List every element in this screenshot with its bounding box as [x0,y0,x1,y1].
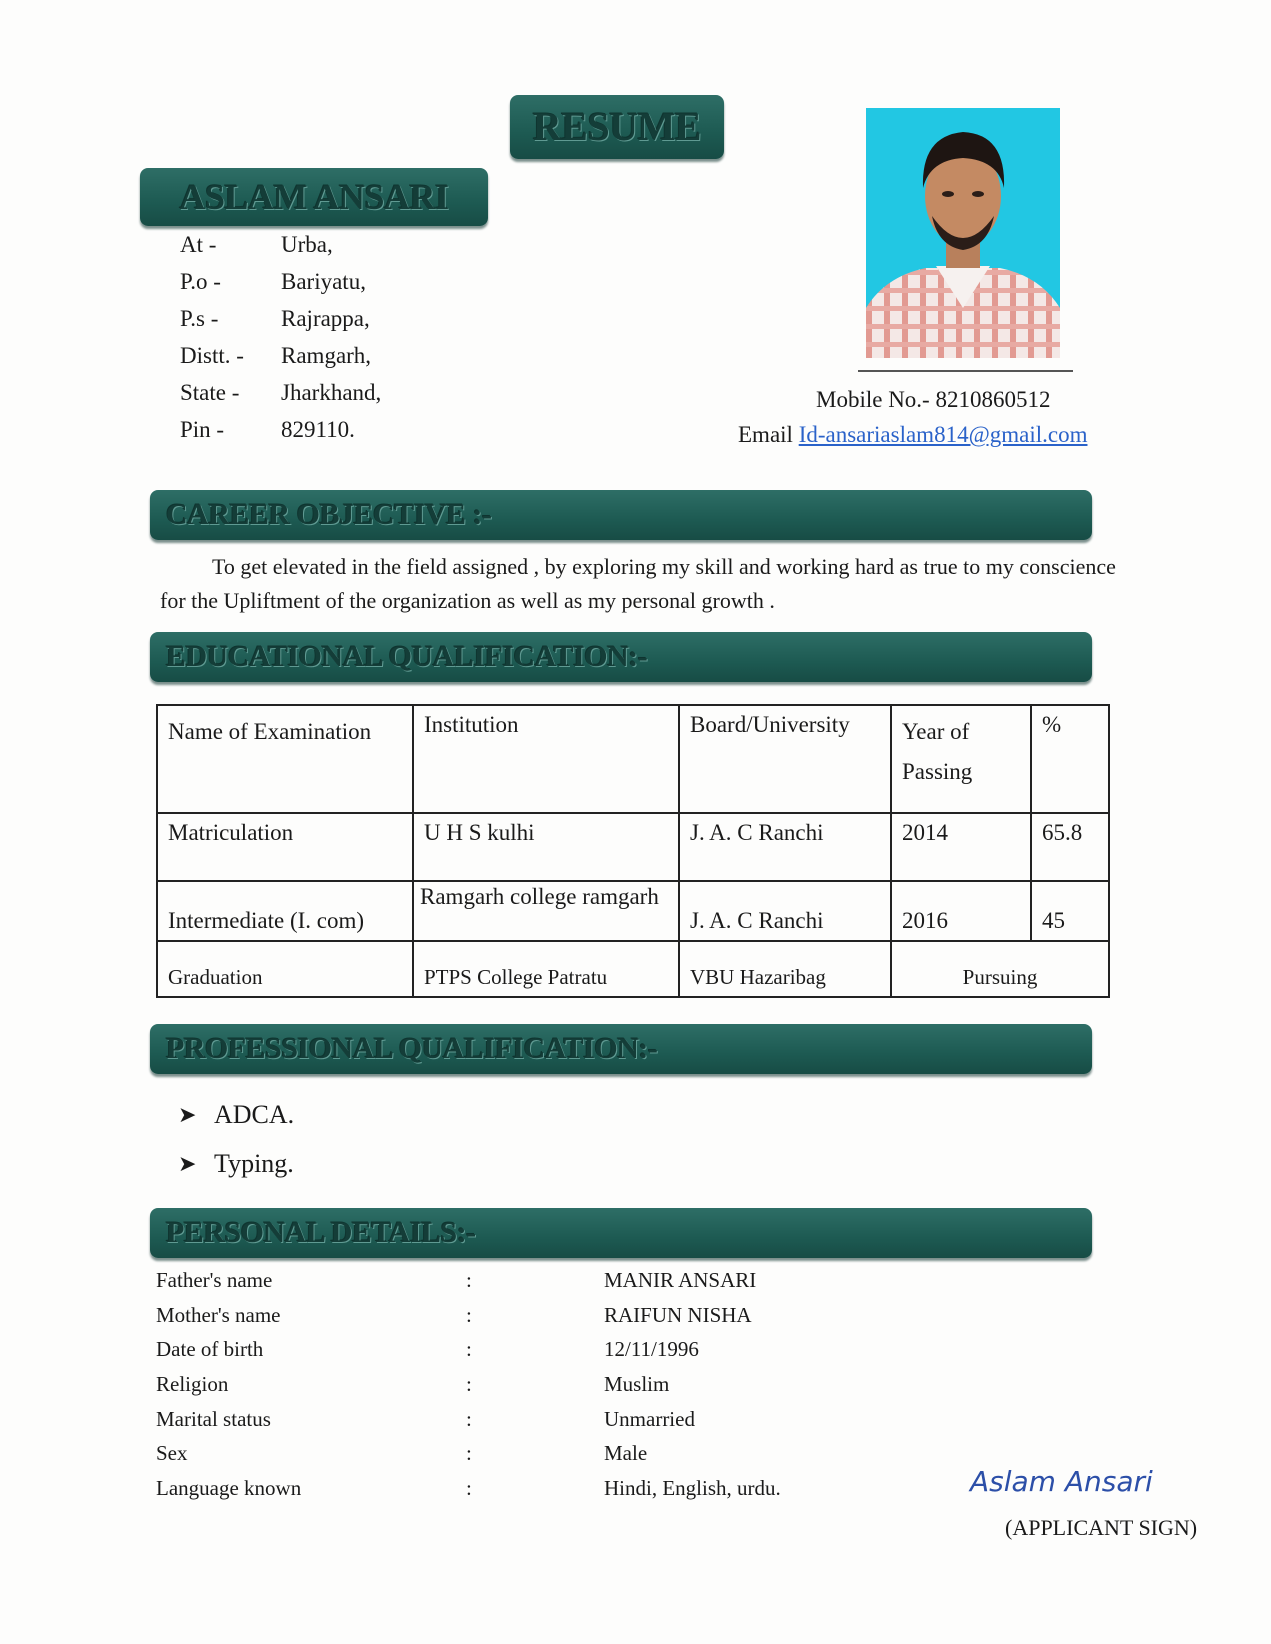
address-row [180,380,381,417]
career-objective-text: To get elevated in the field assigned , by exploring my skill and working hard as true to my conscience for the Upliftment of the organization as well as my personal growth . [160,554,1116,613]
list-item [178,1139,294,1188]
personal-details-list [156,1268,781,1511]
career-objective-banner: CAREER OBJECTIVE :- [150,490,1092,540]
person-portrait-icon [866,108,1060,358]
table-cell: 2014 [891,813,1031,881]
table-header-cell: % [1031,705,1109,813]
address-label: Distt. - [180,343,244,368]
personal-value: MANIR ANSARI [604,1268,757,1292]
address-label: State - [180,380,240,405]
address-row [180,232,381,269]
address-label: P.s - [180,306,219,331]
address-row [180,269,381,306]
table-row [157,881,1109,941]
personal-value: Hindi, English, urdu. [604,1476,781,1501]
separator: : [466,1302,472,1327]
personal-label: Mother's name [156,1302,281,1327]
professional-banner: PROFESSIONAL QUALIFICATION:- [150,1024,1092,1074]
list-item-label: Typing. [214,1148,294,1178]
address-value: Jharkhand, [281,380,382,405]
applicant-photo [866,108,1060,358]
handwritten-signature: Aslam Ansari [970,1465,1153,1498]
table-cell: J. A. C Ranchi [679,881,891,941]
list-item-label: ADCA. [214,1099,295,1129]
email-line [738,422,1087,448]
personal-row [156,1337,781,1372]
personal-value: Male [604,1441,648,1466]
mobile-line [816,387,1050,413]
address-row [180,343,381,380]
arrow-bullet-icon: ➤ [178,1150,197,1176]
table-cell: Intermediate (I. com) [157,881,413,941]
personal-row [156,1407,781,1442]
address-label: Pin - [180,417,225,442]
table-header-cell: Board/University [679,705,891,813]
personal-row [156,1372,781,1407]
personal-value: 12/11/1996 [604,1337,699,1362]
address-label: P.o - [180,269,221,294]
mobile-label: Mobile No.- [816,387,930,412]
separator: : [466,1441,472,1466]
table-cell: 45 [1031,881,1109,941]
address-row [180,306,381,343]
photo-divider [858,370,1073,372]
table-row [157,813,1109,881]
applicant-sign-label: (APPLICANT SIGN) [1005,1515,1198,1540]
address-value: Urba, [281,232,333,257]
table-cell: VBU Hazaribag [679,941,891,997]
personal-row [156,1268,781,1303]
table-row [157,941,1109,997]
separator: : [466,1268,472,1292]
personal-label: Religion [156,1372,229,1397]
personal-row [156,1303,781,1338]
table-cell: PTPS College Patratu [413,941,679,997]
address-label: At - [180,232,217,257]
education-table [156,704,1110,998]
resume-title-banner: RESUME [510,95,724,159]
separator: : [466,1337,472,1362]
education-banner: EDUCATIONAL QUALIFICATION:- [150,632,1092,682]
table-header-cell: Name of Examination [157,705,413,813]
arrow-bullet-icon: ➤ [178,1101,197,1127]
table-header-cell: Institution [413,705,679,813]
email-link[interactable]: Id-ansariaslam814@gmail.com [798,422,1088,447]
personal-label: Language known [156,1476,302,1501]
personal-value: Muslim [604,1372,670,1397]
mobile-number: 8210860512 [935,387,1051,412]
separator: : [466,1476,472,1501]
applicant-name-banner: ASLAM ANSARI [140,168,488,226]
list-item [178,1090,294,1139]
address-value: Rajrappa, [281,306,370,331]
table-cell: Pursuing [891,941,1109,997]
professional-list [178,1090,294,1188]
table-cell: Matriculation [157,813,413,881]
personal-details-banner: PERSONAL DETAILS:- [150,1208,1092,1258]
address-row [180,417,381,454]
personal-label: Marital status [156,1406,271,1431]
address-value: Ramgarh, [281,343,372,368]
personal-row [156,1441,781,1476]
separator: : [466,1372,472,1397]
table-cell: Graduation [157,941,413,997]
table-cell: 65.8 [1031,813,1109,881]
address-value: Bariyatu, [281,269,366,294]
personal-label: Sex [156,1441,188,1466]
table-header-row [157,705,1109,813]
table-cell: 2016 [891,881,1031,941]
address-value: 829110. [281,417,355,442]
personal-value: Unmarried [604,1406,695,1431]
email-label: Email [738,422,793,447]
personal-label: Father's name [156,1268,273,1292]
table-header-cell: Year of Passing [891,705,1031,813]
table-cell: Ramgarh college ramgarh [413,881,679,941]
table-cell: J. A. C Ranchi [679,813,891,881]
personal-row [156,1476,781,1511]
personal-label: Date of birth [156,1337,264,1362]
personal-value: RAIFUN NISHA [604,1302,752,1327]
address-block [180,232,381,454]
table-cell: U H S kulhi [413,813,679,881]
separator: : [466,1406,472,1431]
